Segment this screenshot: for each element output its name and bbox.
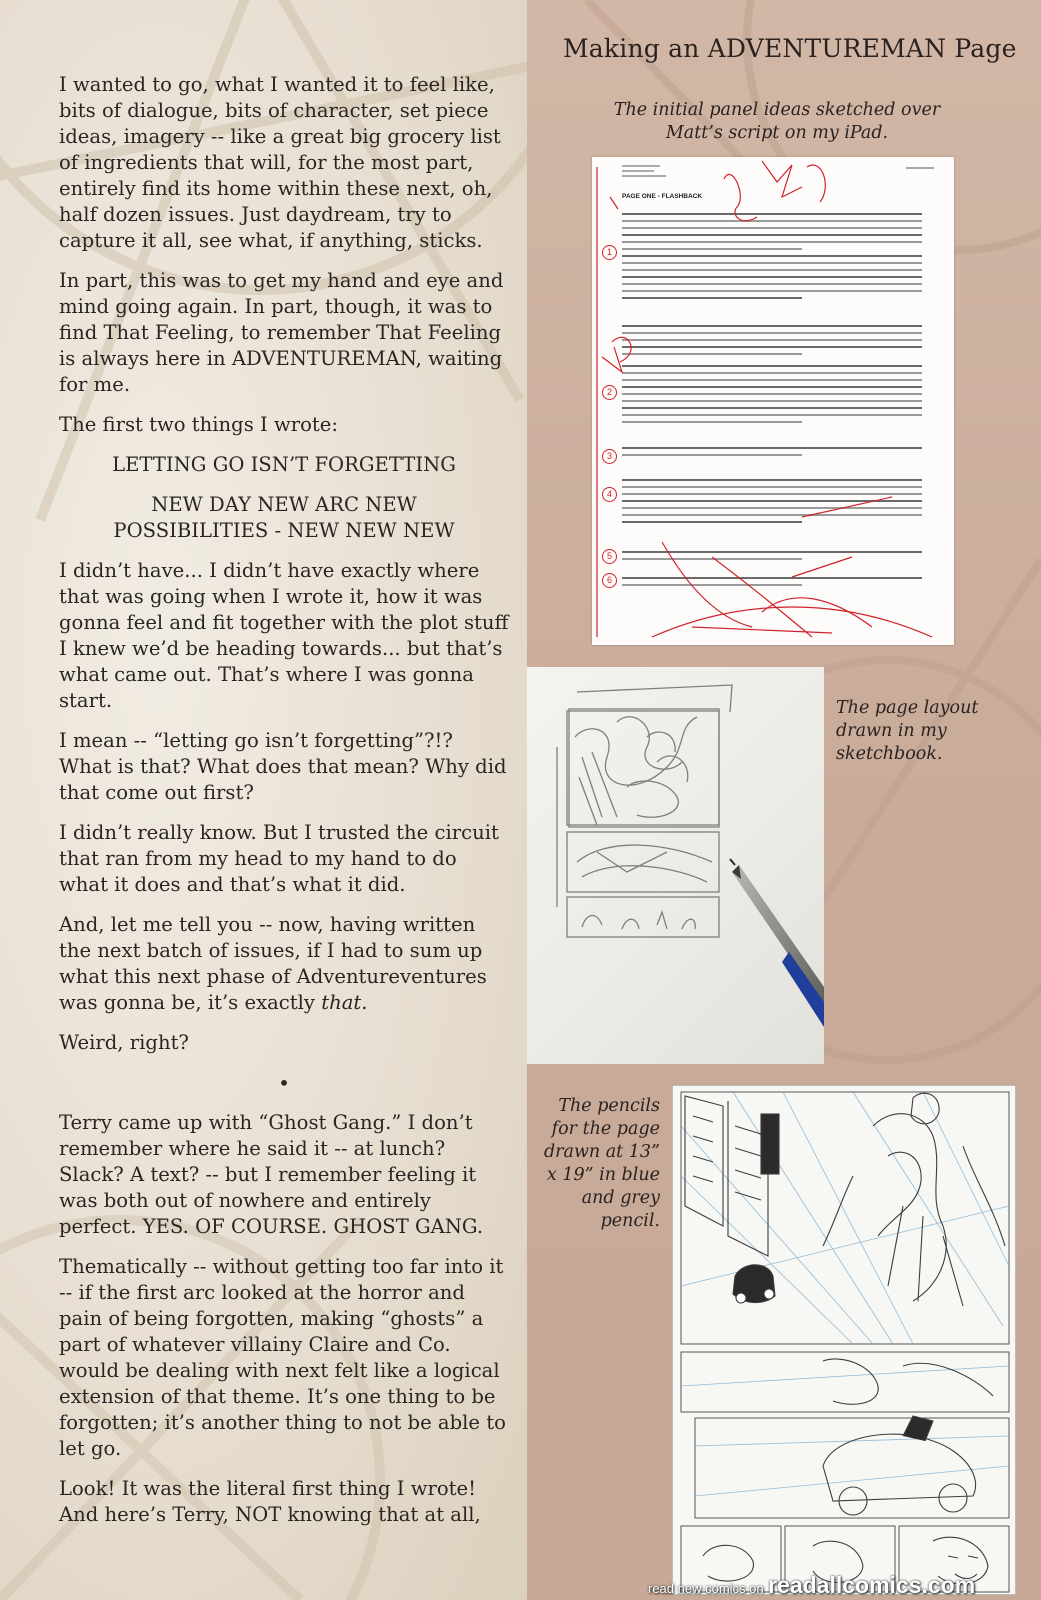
paragraph-5: I mean -- “letting go isn’t forgetting”?!? What is that? What does that mean? Why did that come out first?	[59, 729, 507, 804]
script-line	[622, 577, 922, 579]
script-line	[622, 447, 922, 449]
paragraph-9: Terry came up with “Ghost Gang.” I don’t remember where he said it -- at lunch? Slack? A text? -- but I remember feeling it was both out of nowhere and entirely perfect. YES. OF COURSE. GHOST GANG.	[59, 1111, 484, 1238]
script-heading: PAGE ONE - FLASHBACK	[622, 193, 703, 200]
script-line	[622, 379, 922, 381]
script-line	[622, 521, 802, 523]
panel-number-marker: 1	[602, 245, 617, 260]
script-line	[622, 227, 922, 229]
caption-layout: The page layout drawn in my sketchbook.	[836, 698, 979, 764]
script-line	[622, 255, 922, 257]
script-header-lines	[622, 165, 666, 177]
quote-new-day: NEW DAY NEW ARC NEW POSSIBILITIES - NEW NEW NEW	[113, 493, 455, 542]
script-line	[622, 479, 922, 481]
script-line	[622, 584, 802, 586]
script-line	[622, 414, 922, 416]
script-line	[622, 276, 922, 278]
script-line	[622, 486, 922, 488]
script-line	[622, 551, 922, 553]
script-line	[622, 346, 922, 348]
script-line	[622, 269, 922, 271]
section-divider: •	[278, 1071, 290, 1095]
panel-number-marker: 6	[602, 573, 617, 588]
script-line	[622, 365, 922, 367]
script-line	[622, 339, 922, 341]
script-line	[622, 493, 922, 495]
panel-number-marker: 5	[602, 549, 617, 564]
paragraph-2: In part, this was to get my hand and eye and mind going again. In part, though, it was to find That Feeling, to remember That Feeling is always here in ADVENTUREMAN, waiting for me.	[59, 269, 504, 396]
watermark-site[interactable]: readallcomics.com	[768, 1572, 976, 1598]
quote-letting-go: LETTING GO ISN’T FORGETTING	[112, 453, 456, 476]
script-line	[622, 325, 922, 327]
panel-number-marker: 3	[602, 449, 617, 464]
script-line	[622, 372, 922, 374]
paragraph-4: I didn’t have... I didn’t have exactly where that was going when I wrote it, how it was gonna feel and fit together with the plot stuff I knew we’d be heading towards... but that’s what came out. That’s where I was gonna start.	[59, 559, 509, 712]
script-line	[622, 241, 922, 243]
script-line	[622, 558, 802, 560]
paragraph-7-emphasis: that	[321, 991, 362, 1014]
script-line	[622, 393, 922, 395]
paragraph-1: I wanted to go, what I wanted it to feel like, bits of dialogue, bits of character, set piece ideas, imagery -- like a great big grocery list of ingredients that will, for the most part, entirely find its home within these next, oh, half dozen issues. Just daydream, try to capture it all, see what, if anything, sticks.	[59, 73, 501, 252]
paragraph-3: The first two things I wrote:	[59, 413, 338, 436]
paragraph-10: Thematically -- without getting too far into it -- if the first arc looked at the horror and pain of being forgotten, making “ghosts” a part of whatever villainy Claire and Co. would be dealing with next felt like a logical extension of that theme. It’s one thing to be forgotten; it’s another thing to not be able to let go.	[59, 1255, 506, 1460]
script-line	[622, 421, 802, 423]
script-line	[622, 386, 922, 388]
script-line	[622, 297, 802, 299]
script-line	[622, 213, 922, 215]
script-line	[622, 283, 922, 285]
script-line	[622, 248, 802, 250]
paragraph-7-text: And, let me tell you -- now, having written the next batch of issues, if I had to sum up what this next phase of Adventureventures was gonna be, it’s exactly	[59, 913, 487, 1014]
paragraph-7-end: .	[361, 991, 368, 1014]
pencils-page-image	[672, 1085, 1016, 1595]
script-line	[622, 353, 802, 355]
script-line	[622, 290, 922, 292]
paragraph-8: Weird, right?	[59, 1031, 189, 1054]
sketchbook-photo	[527, 667, 824, 1064]
panel-number-marker: 4	[602, 487, 617, 502]
script-line	[622, 400, 922, 402]
paragraph-7	[59, 912, 509, 1016]
script-line	[622, 454, 802, 456]
pencils-drawing	[673, 1086, 1016, 1595]
script-line	[622, 407, 922, 409]
script-line	[622, 234, 922, 236]
paragraph-6: I didn’t really know. But I trusted the circuit that ran from my head to my hand to do what it does and that’s what it did.	[59, 821, 499, 896]
script-line	[622, 514, 922, 516]
pencil-illustration	[730, 859, 824, 1027]
watermark-prefix: read new comics on	[648, 1581, 764, 1596]
script-line	[622, 507, 922, 509]
page-title: Making an ADVENTUREMAN Page	[563, 34, 1017, 63]
script-line	[622, 262, 922, 264]
caption-script: The initial panel ideas sketched over Matt’s script on my iPad.	[613, 100, 941, 143]
panel-number-marker: 2	[602, 385, 617, 400]
article-body	[59, 72, 509, 1542]
paragraph-11: Look! It was the literal first thing I wrote! And here’s Terry, NOT knowing that at all,	[59, 1477, 481, 1526]
script-header-right	[906, 167, 934, 169]
script-page-image	[592, 157, 954, 645]
sketchbook-drawing	[527, 667, 824, 1064]
script-line	[622, 220, 922, 222]
script-line	[622, 332, 922, 334]
site-watermark[interactable]	[648, 1572, 1041, 1600]
caption-pencils: The pencils for the page drawn at 13” x 19” in blue and grey pencil.	[543, 1096, 660, 1231]
script-line	[622, 500, 922, 502]
